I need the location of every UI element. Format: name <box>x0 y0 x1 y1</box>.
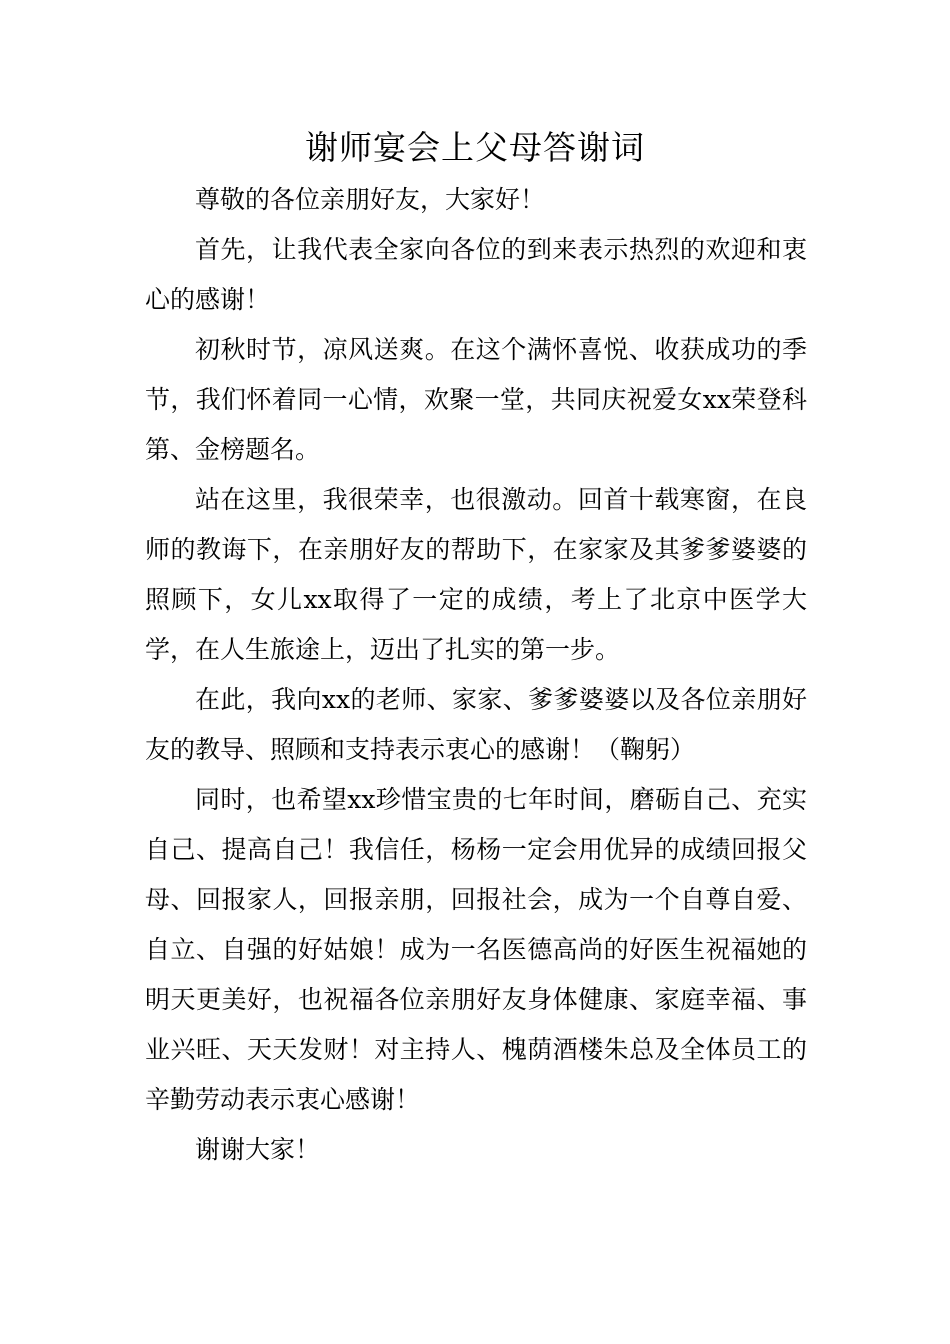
paragraph-closing: 谢谢大家！ <box>195 1135 321 1164</box>
paragraph-season: 初秋时节，凉风送爽。在这个满怀喜悦、收获成功的季节，我们怀着同一心情，欢聚一堂，共同庆祝爱女xx荣登科第、金榜题名。 <box>145 335 807 464</box>
document-title: 谢师宴会上父母答谢词 <box>305 128 645 167</box>
document-body <box>145 175 807 1175</box>
paragraph-achievement: 站在这里，我很荣幸，也很激动。回首十载寒窗，在良师的教诲下，在亲朋好友的帮助下，在家家及其爹爹婆婆的照顾下，女儿xx取得了一定的成绩，考上了北京中医学大学，在人生旅途上，迈出了扎实的第一步。 <box>145 485 807 664</box>
paragraph-greeting: 尊敬的各位亲朋好友，大家好！ <box>195 185 546 214</box>
paragraph-wishes: 同时，也希望xx珍惜宝贵的七年时间，磨砺自己、充实自己、提高自己！我信任，杨杨一定会用优异的成绩回报父母、回报家人，回报亲朋，回报社会，成为一个自尊自爱、自立、自强的好姑娘！成为一名医德高尚的好医生祝福她的明天更美好，也祝福各位亲朋好友身体健康、家庭幸福、事业兴旺、天天发财！对主持人、槐荫酒楼朱总及全体员工的辛勤劳动表示衷心感谢！ <box>145 785 807 1114</box>
paragraph-welcome: 首先，让我代表全家向各位的到来表示热烈的欢迎和衷心的感谢！ <box>145 235 807 314</box>
paragraph-thanks: 在此，我向xx的老师、家家、爹爹婆婆以及各位亲朋好友的教导、照顾和支持表示衷心的感谢！（鞠躬） <box>145 685 807 764</box>
